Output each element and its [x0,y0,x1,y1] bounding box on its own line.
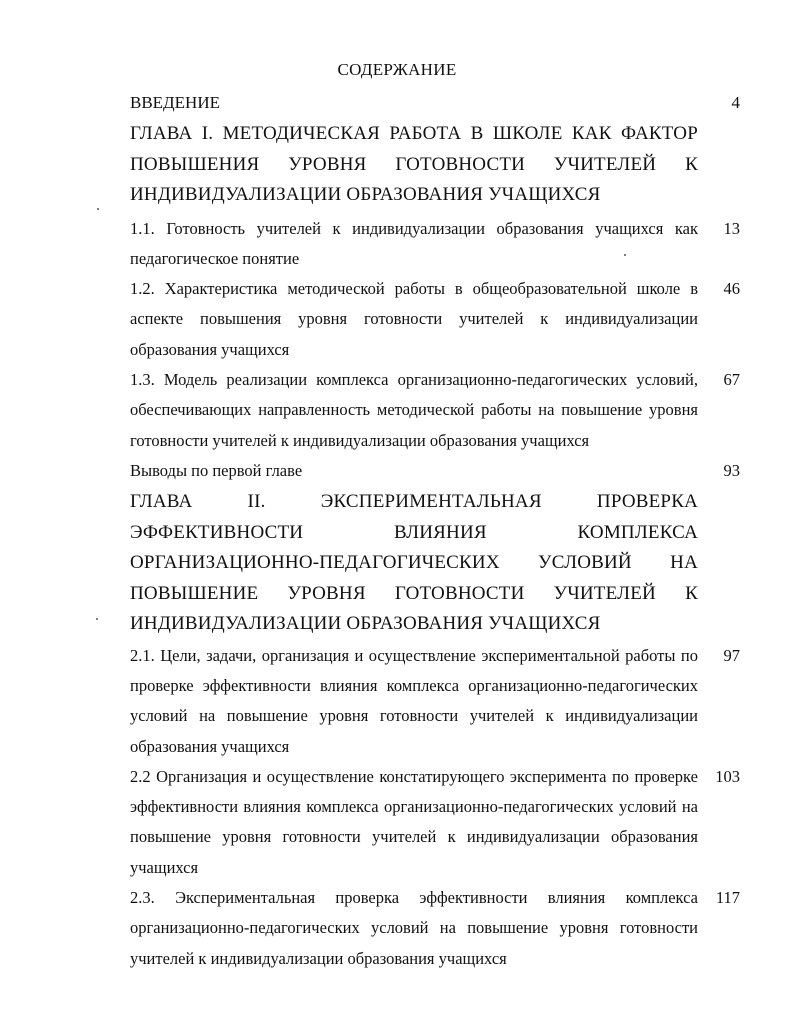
toc-entry-text: 1.2. Характеристика методической работы в общеобразовательной школе в аспекте повышения уровня готовности учителей к индивидуализации образования учащихся [130,279,698,359]
toc-entry-text: Выводы по первой главе [130,460,303,480]
toc-entry-page: 13 [723,218,740,238]
scan-speck [624,254,626,256]
toc-entry-chapter-2 [130,487,740,640]
toc-entry-text: ГЛАВА II. ЭКСПЕРИМЕНТАЛЬНАЯ ПРОВЕРКА ЭФФЕКТИВНОСТИ ВЛИЯНИЯ КОМПЛЕКСА ОРГАНИЗАЦИОННО-ПЕДАГОГИЧЕСКИХ УСЛОВИЙ НА ПОВЫШЕНИЕ УРОВНЯ ГОТОВНОСТИ УЧИТЕЛЕЙ К ИНДИВИДУАЛИЗАЦИИ ОБРАЗОВАНИЯ УЧАЩИХСЯ [130,491,698,635]
toc-entry-page: 117 [715,888,740,908]
scan-speck [96,618,98,620]
toc-entry-page: 67 [723,369,740,389]
toc-entry-text: ВВЕДЕНИЕ [130,93,220,112]
toc-entry-text: ГЛАВА I. МЕТОДИЧЕСКАЯ РАБОТА В ШКОЛЕ КАК ФАКТОР ПОВЫШЕНИЯ УРОВНЯ ГОТОВНОСТИ УЧИТЕЛЕЙ К ИНДИВИДУАЛИЗАЦИИ ОБРАЗОВАНИЯ УЧАЩИХСЯ [130,123,698,205]
toc-entry-page: 97 [723,645,740,665]
toc-entry-section-2-1 [130,641,740,762]
table-of-contents [130,88,740,974]
toc-entry-text: 2.1. Цели, задачи, организация и осуществление экспериментальной работы по проверке эффективности влияния комплекса организационно-педагогических условий на повышение уровня готовности учителей к индивидуализации образования учащихся [130,645,698,756]
toc-entry-section-1-2 [130,274,740,365]
toc-entry-chapter-1 [130,119,740,211]
toc-entry-text: 1.1. Готовность учителей к индивидуализации образования учащихся как педагогическое понятие [130,218,698,268]
toc-entry-section-1-3 [130,365,740,456]
toc-entry-section-2-2 [130,762,740,883]
scan-speck [97,208,99,210]
toc-entry-page: 46 [723,279,740,299]
toc-entry-section-2-3 [130,883,740,974]
toc-entry-chapter-1-conclusions [130,456,740,486]
toc-entry-page: 103 [715,766,740,786]
page-title: СОДЕРЖАНИЕ [337,60,457,79]
toc-entry-text: 2.2 Организация и осуществление констатирующего эксперимента по проверке эффективности влияния комплекса организационно-педагогических условий на повышение уровня готовности учителей к индивидуализации образования учащихся [130,766,698,877]
toc-entry-introduction [130,88,740,117]
toc-entry-text: 1.3. Модель реализации комплекса организационно-педагогических условий, обеспечивающих направленность методической работы на повышение уровня готовности учителей к индивидуализации образования учащихся [130,369,698,450]
toc-entry-section-1-1 [130,214,740,275]
toc-entry-text: 2.3. Экспериментальная проверка эффективности влияния комплекса организационно-педагогических условий на повышение уровня готовности учителей к индивидуализации образования учащихся [130,888,698,968]
toc-entry-page: 93 [723,460,740,480]
toc-entry-page: 4 [731,93,740,112]
